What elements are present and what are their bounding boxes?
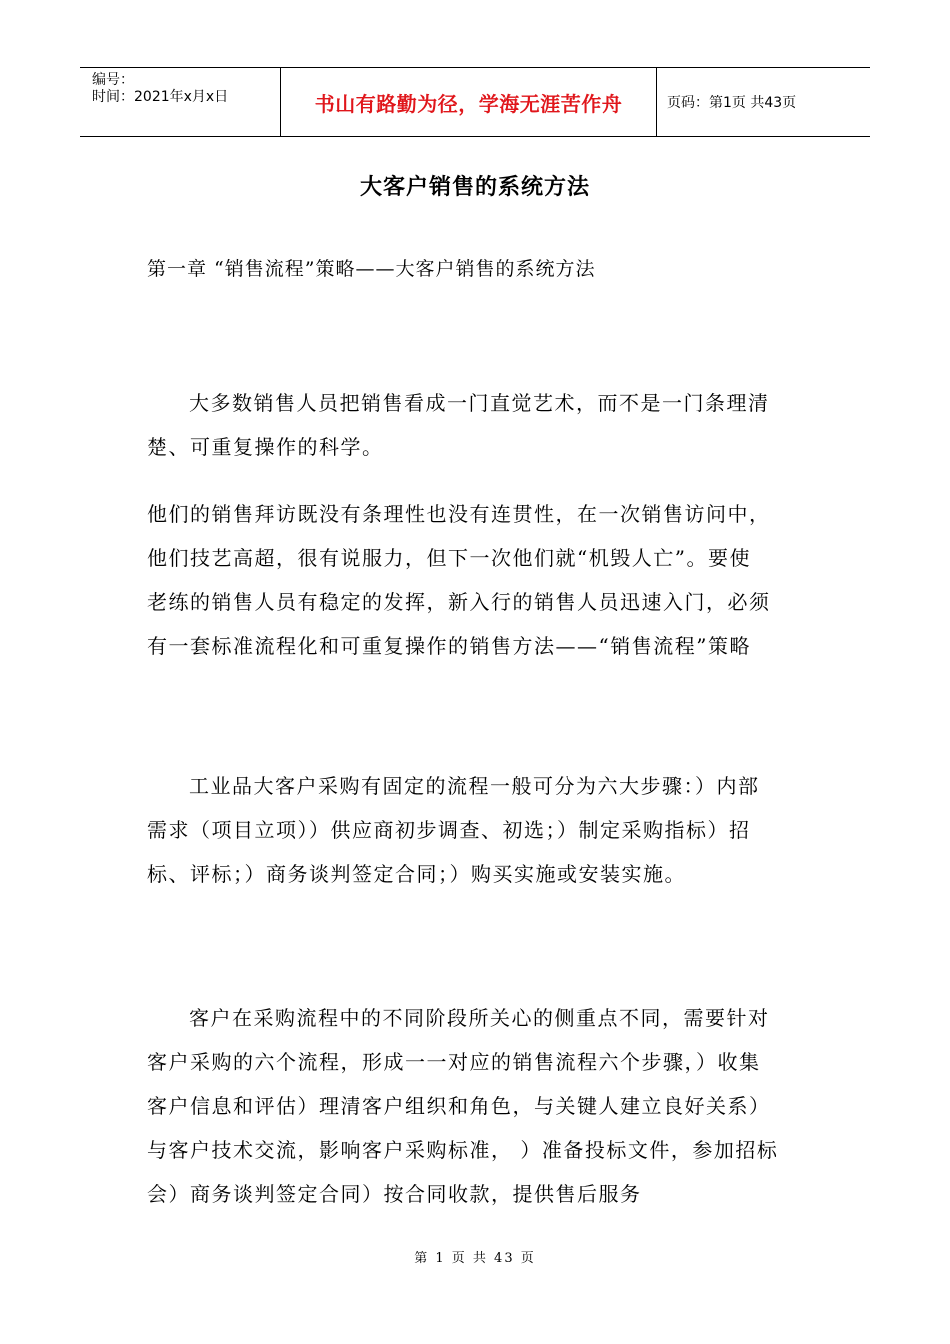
paragraph-line: 他们的销售拜访既没有条理性也没有连贯性，在一次销售访问中， bbox=[147, 502, 771, 526]
paragraph-line: 与客户技术交流，影响客户采购标准， ）准备投标文件，参加招标 bbox=[147, 1138, 779, 1162]
paragraph-line: 会）商务谈判签定合同）按合同收款，提供售后服务 bbox=[147, 1182, 642, 1206]
chapter-heading: 第一章 “销售流程”策略——大客户销售的系统方法 bbox=[147, 258, 596, 280]
header-time-label: 时间：2021年x月x日 bbox=[92, 89, 229, 105]
paragraph-line: 有一套标准流程化和可重复操作的销售方法——“销售流程”策略 bbox=[147, 634, 751, 658]
paragraph-line: 工业品大客户采购有固定的流程一般可分为六大步骤：）内部 bbox=[189, 774, 760, 798]
paragraph-line: 需求（项目立项））供应商初步调查、初选；）制定采购指标）招 bbox=[147, 818, 751, 842]
paragraph-line: 客户信息和评估）理清客户组织和角色，与关键人建立良好关系） bbox=[147, 1094, 771, 1118]
paragraph-line: 他们技艺高超，很有说服力，但下一次他们就“机毁人亡”。要使 bbox=[147, 546, 751, 570]
paragraph-2 bbox=[147, 492, 807, 668]
header-table bbox=[80, 67, 870, 137]
header-page-cell bbox=[657, 68, 870, 136]
document-title: 大客户销售的系统方法 bbox=[359, 175, 590, 200]
paragraph-3 bbox=[147, 764, 807, 896]
header-number-label: 编号： bbox=[92, 72, 134, 88]
paragraph-1 bbox=[147, 381, 807, 469]
header-meta-cell bbox=[80, 68, 280, 136]
header-motto-cell bbox=[280, 68, 657, 136]
paragraph-line: 老练的销售人员有稳定的发挥，新入行的销售人员迅速入门，必须 bbox=[147, 590, 771, 614]
header-page-info: 页码：第1页 共43页 bbox=[667, 95, 797, 111]
paragraph-line: 客户采购的六个流程，形成一一对应的销售流程六个步骤，）收集 bbox=[147, 1050, 761, 1074]
paragraph-line: 楚、可重复操作的科学。 bbox=[147, 435, 384, 459]
paragraph-4 bbox=[147, 996, 807, 1216]
paragraph-line: 大多数销售人员把销售看成一门直觉艺术，而不是一门条理清 bbox=[189, 391, 770, 415]
header-motto: 书山有路勤为径，学海无涯苦作舟 bbox=[314, 91, 623, 116]
paragraph-line: 标、评标；）商务谈判签定合同；）购买实施或安装实施。 bbox=[147, 862, 686, 886]
page-footer: 第 1 页 共 43 页 bbox=[414, 1251, 536, 1266]
paragraph-line: 客户在采购流程中的不同阶段所关心的侧重点不同，需要针对 bbox=[189, 1006, 770, 1030]
